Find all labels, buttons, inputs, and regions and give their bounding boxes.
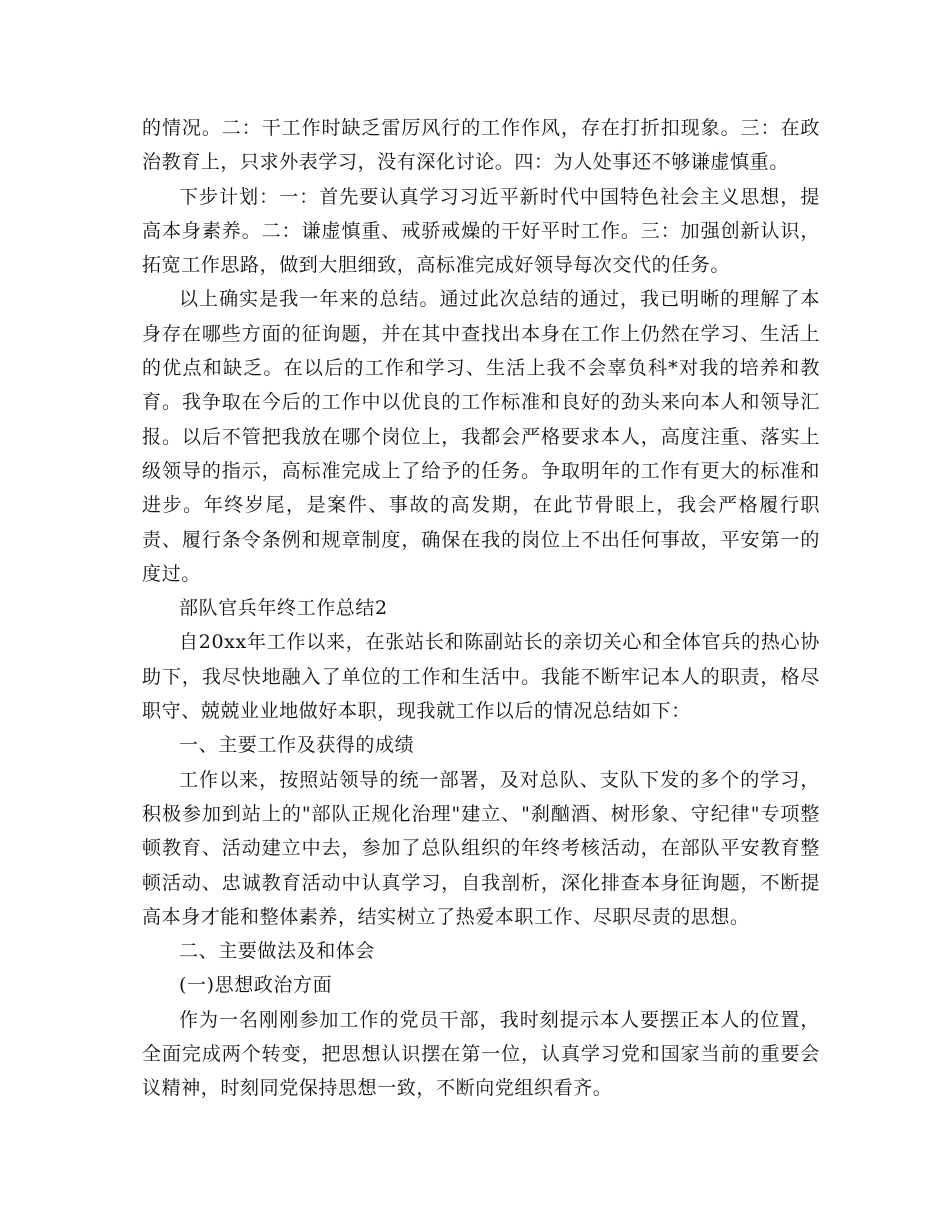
subheading-political: (一)思想政治方面 <box>179 974 333 997</box>
paragraph-shortcomings: 的情况。二：干工作时缺乏雷厉风行的工作作风，存在打折扣现象。三：在政治教育上，只求外表学习，没有深化讨论。四：为人处事还不够谦虚慎重。 <box>142 117 820 174</box>
heading-practices: 二、主要做法及和体会 <box>179 940 376 963</box>
section-title-summary-2: 部队官兵年终工作总结2 <box>179 597 388 620</box>
paragraph-summary: 以上确实是我一年来的总结。通过此次总结的通过，我已明晰的理解了本身存在哪些方面的征询题，并在其中查找出本身在工作上仍然在学习、生活上的优点和缺乏。在以后的工作和学习、生活上我不会辜负科*对我的培养和教育。我争取在今后的工作中以优良的工作标准和良好的劲头来向本人和领导汇报。以后不管把我放在哪个岗位上，我都会严格要求本人，高度注重、落实上级领导的指示，高标准完成上了给予的任务。争取明年的工作有更大的标准和进步。年终岁尾，是案件、事故的高发期，在此节骨眼上，我会严格履行职责、履行条令条例和规章制度，确保在我的岗位上不出任何事故，平安第一的度过。 <box>142 288 820 585</box>
paragraph-main-work: 工作以来，按照站领导的统一部署，及对总队、支队下发的多个的学习，积极参加到站上的"部队正规化治理"建立、"刹酗酒、树形象、守纪律"专项整顿教育、活动建立中去，参加了总队组织的年终考核活动，在部队平安教育整顿活动、忠诚教育活动中认真学习，自我剖析，深化排查本身征询题，不断提高本身才能和整体素养，结实树立了热爱本职工作、尽职尽责的思想。 <box>142 768 820 928</box>
paragraph-introduction: 自20xx年工作以来，在张站长和陈副站长的亲切关心和全体官兵的热心协助下，我尽快地融入了单位的工作和生活中。我能不断牢记本人的职责，格尽职守、兢兢业业地做好本职，现我就工作以后的情况总结如下： <box>142 631 820 723</box>
paragraph-political: 作为一名刚刚参加工作的党员干部，我时刻提示本人要摆正本人的位置，全面完成两个转变，把思想认识摆在第一位，认真学习党和国家当前的重要会议精神，时刻同党保持思想一致，不断向党组织看齐。 <box>142 1008 820 1100</box>
heading-main-work: 一、主要工作及获得的成绩 <box>179 734 415 757</box>
paragraph-next-plan: 下步计划：一：首先要认真学习习近平新时代中国特色社会主义思想，提高本身素养。二：谦虚慎重、戒骄戒燥的干好平时工作。三：加强创新认识，拓宽工作思路，做到大胆细致，高标准完成好领导每次交代的任务。 <box>142 185 820 277</box>
